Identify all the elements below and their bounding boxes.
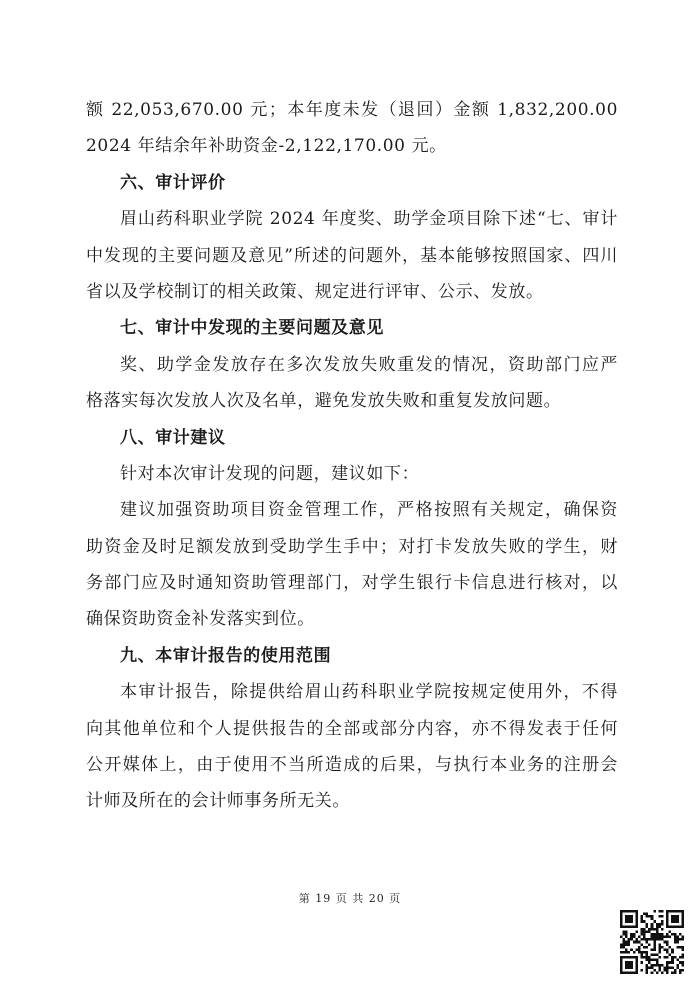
document-body: [86, 92, 618, 820]
body-line: 中发现的主要问题及意见”所述的问题外，基本能够按照国家、四川: [86, 245, 618, 266]
body-line: 奖、助学金发放存在多次发放失败重发的情况，资助部门应严: [120, 354, 618, 375]
body-line: 眉山药科职业学院 2024 年度奖、助学金项目除下述“七、审计: [120, 209, 618, 230]
body-line: 助资金及时足额发放到受助学生手中；对打卡发放失败的学生，财: [86, 536, 618, 557]
body-line: 确保资助资金补发落实到位。: [86, 609, 315, 630]
qr-code-icon: [620, 910, 684, 974]
section-heading-6: 六、审计评价: [120, 172, 226, 193]
body-line: 本审计报告，除提供给眉山药科职业学院按规定使用外，不得: [120, 682, 618, 703]
body-line: 公开媒体上，由于使用不当所造成的后果，与执行本业务的注册会: [86, 755, 618, 776]
body-line: 针对本次审计发现的问题，建议如下：: [120, 463, 420, 484]
section-heading-9: 九、本审计报告的使用范围: [120, 645, 332, 666]
body-line: 建议加强资助项目资金管理工作，严格按照有关规定，确保资: [120, 500, 618, 521]
section-heading-8: 八、审计建议: [120, 427, 226, 448]
section-heading-7: 七、审计中发现的主要问题及意见: [120, 318, 384, 339]
body-line: 额 22,053,670.00 元；本年度未发（退回）金额 1,832,200.00: [86, 100, 618, 120]
body-line: 格落实每次发放人次及名单，避免发放失败和重复发放问题。: [86, 391, 562, 412]
body-line: 计师及所在的会计师事务所无关。: [86, 791, 350, 812]
body-line: 省以及学校制订的相关政策、规定进行评审、公示、发放。: [86, 281, 544, 302]
page-number: 第 19 页 共 20 页: [298, 892, 402, 905]
body-line: 向其他单位和个人提供报告的全部或部分内容，亦不得发表于任何: [86, 718, 618, 739]
body-line: 务部门应及时通知资助管理部门，对学生银行卡信息进行核对，以: [86, 573, 618, 594]
body-line: 2024 年结余年补助资金-2,122,170.00 元。: [86, 136, 447, 157]
